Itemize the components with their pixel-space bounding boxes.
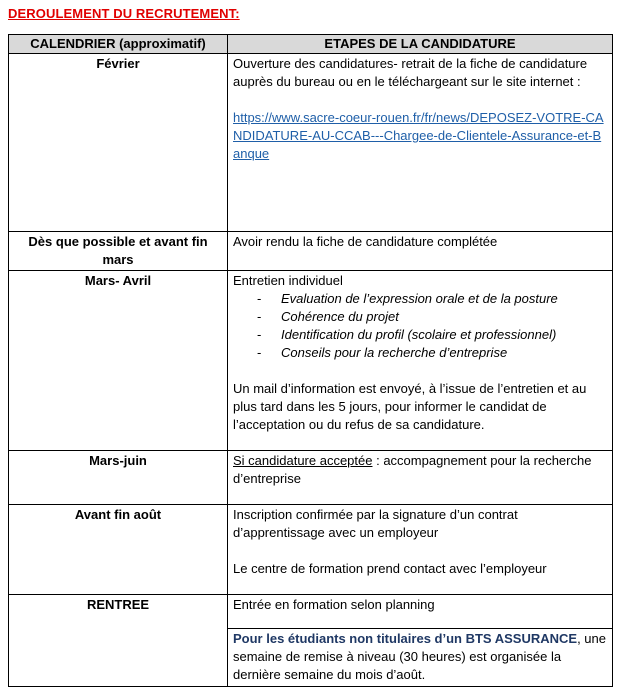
application-link[interactable]: https://www.sacre-coeur-rouen.fr/fr/news/DEPOSEZ-VOTRE-CANDIDATURE-AU-CCAB---Chargee-de-Clientele-Assurance-et-Banque — [233, 110, 604, 161]
table-row-fevrier — [9, 54, 613, 232]
table-row-mars-juin — [9, 451, 613, 505]
page-heading: DEROULEMENT DU RECRUTEMENT: — [8, 6, 240, 21]
calendar-column-header: CALENDRIER (approximatif) — [9, 35, 228, 54]
date-cell: Mars-juin — [9, 451, 228, 505]
date-cell: Avant fin août — [9, 505, 228, 595]
list-item: - Conseils pour la recherche d’entreprise — [233, 344, 607, 362]
interview-list — [233, 290, 607, 362]
date-cell: Février — [9, 54, 228, 232]
step-text-2: Le centre de formation prend contact avec l’employeur — [233, 561, 547, 576]
step-intro: Entretien individuel — [233, 273, 343, 288]
step-cell — [228, 505, 613, 595]
step-text: : accompagnement pour la recherche d’entreprise — [233, 453, 592, 486]
table-row-rentree-a — [9, 595, 613, 629]
step-note: Un mail d’information est envoyé, à l’issue de l’entretien et au plus tard dans les 5 jours, pour informer le candidat de l’acceptation ou du refus de sa candidature. — [233, 381, 587, 432]
table-header-row — [9, 35, 613, 54]
step-cell: Avoir rendu la fiche de candidature complétée — [228, 232, 613, 271]
step-text: , une semaine de remise à niveau (30 heures) est organisée la dernière semaine du mois d’août. — [233, 631, 606, 682]
step-text: Inscription confirmée par la signature d’un contrat d’apprentissage avec un employeur — [233, 507, 518, 540]
table-row-aout — [9, 505, 613, 595]
step-cell — [228, 451, 613, 505]
list-item: - Cohérence du projet — [233, 308, 607, 326]
date-cell: Mars- Avril — [9, 271, 228, 451]
table-row-mars-avril — [9, 271, 613, 451]
date-cell: Dès que possible et avant fin mars — [9, 232, 228, 271]
step-cell: Entrée en formation selon planning — [228, 595, 613, 629]
table-row-mars — [9, 232, 613, 271]
steps-column-header: ETAPES DE LA CANDIDATURE — [228, 35, 613, 54]
accepted-label: Si candidature acceptée — [233, 453, 373, 468]
list-item: - Identification du profil (scolaire et professionnel) — [233, 326, 607, 344]
step-cell — [228, 271, 613, 451]
bts-notice: Pour les étudiants non titulaires d’un BTS ASSURANCE — [233, 631, 578, 646]
recruitment-table — [8, 34, 613, 687]
step-cell — [228, 54, 613, 232]
step-text: Ouverture des candidatures- retrait de la fiche de candidature auprès du bureau ou en le téléchargeant sur le site internet : — [233, 56, 588, 89]
date-cell: RENTREE — [9, 595, 228, 687]
list-item: - Evaluation de l’expression orale et de la posture — [233, 290, 607, 308]
